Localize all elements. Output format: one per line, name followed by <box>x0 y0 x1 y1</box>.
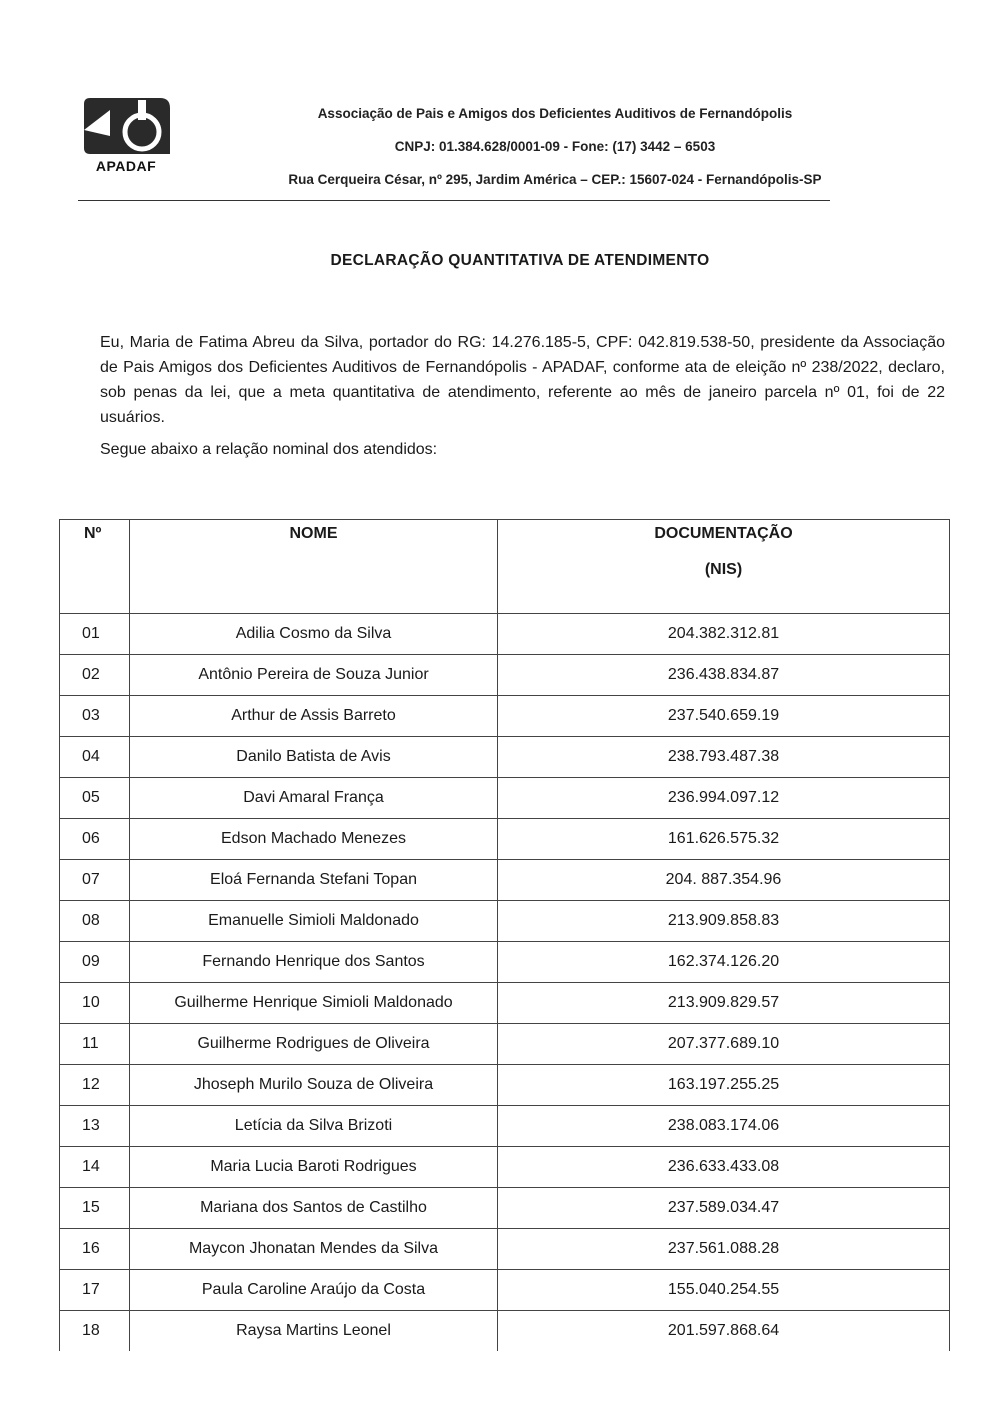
row-number: 13 <box>60 1106 130 1147</box>
row-number: 08 <box>60 901 130 942</box>
row-number: 03 <box>60 696 130 737</box>
row-nis: 204. 887.354.96 <box>498 860 950 901</box>
declaration-paragraph: Eu, Maria de Fatima Abreu da Silva, portador do RG: 14.276.185-5, CPF: 042.819.538-50, presidente da Associação de Pais Amigos dos Deficientes Auditivos de Fernandópolis - APADAF, conforme ata de eleição nº 238/2022, declaro, sob penas da lei, que a meta quantitativa de atendimento, referente ao mês de janeiro parcela nº 01, foi de 22 usuários. <box>100 334 945 426</box>
row-name: Edson Machado Menezes <box>130 819 498 860</box>
row-name: Guilherme Henrique Simioli Maldonado <box>130 983 498 1024</box>
header-number: Nº <box>60 520 130 614</box>
table-row <box>60 1024 950 1065</box>
table-row <box>60 1229 950 1270</box>
header-nis-label: (NIS) <box>704 561 743 578</box>
row-number: 10 <box>60 983 130 1024</box>
row-name: Antônio Pereira de Souza Junior <box>130 655 498 696</box>
table-row <box>60 942 950 983</box>
row-number: 04 <box>60 737 130 778</box>
document-title: DECLARAÇÃO QUANTITATIVA DE ATENDIMENTO <box>330 252 710 269</box>
org-cnpj-phone: CNPJ: 01.384.628/0001-09 - Fone: (17) 3442 – 6503 <box>394 139 716 154</box>
row-nis: 237.589.034.47 <box>498 1188 950 1229</box>
row-nis: 238.083.174.06 <box>498 1106 950 1147</box>
row-number: 01 <box>60 614 130 655</box>
row-nis: 163.197.255.25 <box>498 1065 950 1106</box>
row-name: Emanuelle Simioli Maldonado <box>130 901 498 942</box>
row-number: 14 <box>60 1147 130 1188</box>
row-nis: 213.909.858.83 <box>498 901 950 942</box>
table-row <box>60 1147 950 1188</box>
logo-text: APADAF <box>95 158 157 174</box>
table-row <box>60 614 950 655</box>
table-row <box>60 819 950 860</box>
table-row <box>60 696 950 737</box>
row-nis: 155.040.254.55 <box>498 1270 950 1311</box>
attendance-table <box>59 519 950 1351</box>
row-nis: 161.626.575.32 <box>498 819 950 860</box>
row-number: 07 <box>60 860 130 901</box>
svg-text:A: A <box>110 119 118 132</box>
row-name: Arthur de Assis Barreto <box>130 696 498 737</box>
header-documentation-label: DOCUMENTAÇÃO <box>654 525 793 542</box>
row-nis: 236.994.097.12 <box>498 778 950 819</box>
row-number: 17 <box>60 1270 130 1311</box>
row-nis: 237.540.659.19 <box>498 696 950 737</box>
table-row <box>60 901 950 942</box>
table-row <box>60 655 950 696</box>
row-nis: 236.633.433.08 <box>498 1147 950 1188</box>
row-name: Fernando Henrique dos Santos <box>130 942 498 983</box>
table-row <box>60 1311 950 1352</box>
row-name: Maycon Jhonatan Mendes da Silva <box>130 1229 498 1270</box>
row-number: 12 <box>60 1065 130 1106</box>
row-number: 11 <box>60 1024 130 1065</box>
row-name: Jhoseph Murilo Souza de Oliveira <box>130 1065 498 1106</box>
row-number: 09 <box>60 942 130 983</box>
table-row <box>60 778 950 819</box>
org-address: Rua Cerqueira César, nº 295, Jardim América – CEP.: 15607-024 - Fernandópolis-SP <box>288 172 822 187</box>
row-number: 06 <box>60 819 130 860</box>
header-name: NOME <box>130 520 498 614</box>
table-row <box>60 1106 950 1147</box>
apadaf-logo <box>80 96 172 176</box>
table-row <box>60 1065 950 1106</box>
table-row <box>60 860 950 901</box>
row-nis: 236.438.834.87 <box>498 655 950 696</box>
table-header-row <box>60 520 950 614</box>
row-name: Mariana dos Santos de Castilho <box>130 1188 498 1229</box>
ear-logo-icon <box>80 96 172 158</box>
row-name: Paula Caroline Araújo da Costa <box>130 1270 498 1311</box>
row-name: Danilo Batista de Avis <box>130 737 498 778</box>
table-row <box>60 983 950 1024</box>
row-name: Adilia Cosmo da Silva <box>130 614 498 655</box>
row-name: Davi Amaral França <box>130 778 498 819</box>
row-nis: 162.374.126.20 <box>498 942 950 983</box>
row-nis: 201.597.868.64 <box>498 1311 950 1352</box>
row-name: Guilherme Rodrigues de Oliveira <box>130 1024 498 1065</box>
table-row <box>60 1270 950 1311</box>
row-nis: 207.377.689.10 <box>498 1024 950 1065</box>
org-name: Associação de Pais e Amigos dos Deficientes Auditivos de Fernandópolis <box>317 106 793 121</box>
row-number: 02 <box>60 655 130 696</box>
row-name: Maria Lucia Baroti Rodrigues <box>130 1147 498 1188</box>
row-name: Raysa Martins Leonel <box>130 1311 498 1352</box>
row-number: 05 <box>60 778 130 819</box>
row-name: Eloá Fernanda Stefani Topan <box>130 860 498 901</box>
attendance-table-wrapper <box>59 519 949 1351</box>
table-row <box>60 737 950 778</box>
header-divider <box>78 200 830 201</box>
row-nis: 238.793.487.38 <box>498 737 950 778</box>
list-lead-text: Segue abaixo a relação nominal dos atendidos: <box>100 441 438 458</box>
row-number: 16 <box>60 1229 130 1270</box>
row-nis: 237.561.088.28 <box>498 1229 950 1270</box>
row-name: Letícia da Silva Brizoti <box>130 1106 498 1147</box>
row-nis: 204.382.312.81 <box>498 614 950 655</box>
row-number: 18 <box>60 1311 130 1352</box>
table-row <box>60 1188 950 1229</box>
header-documentation <box>498 520 950 614</box>
row-number: 15 <box>60 1188 130 1229</box>
row-nis: 213.909.829.57 <box>498 983 950 1024</box>
